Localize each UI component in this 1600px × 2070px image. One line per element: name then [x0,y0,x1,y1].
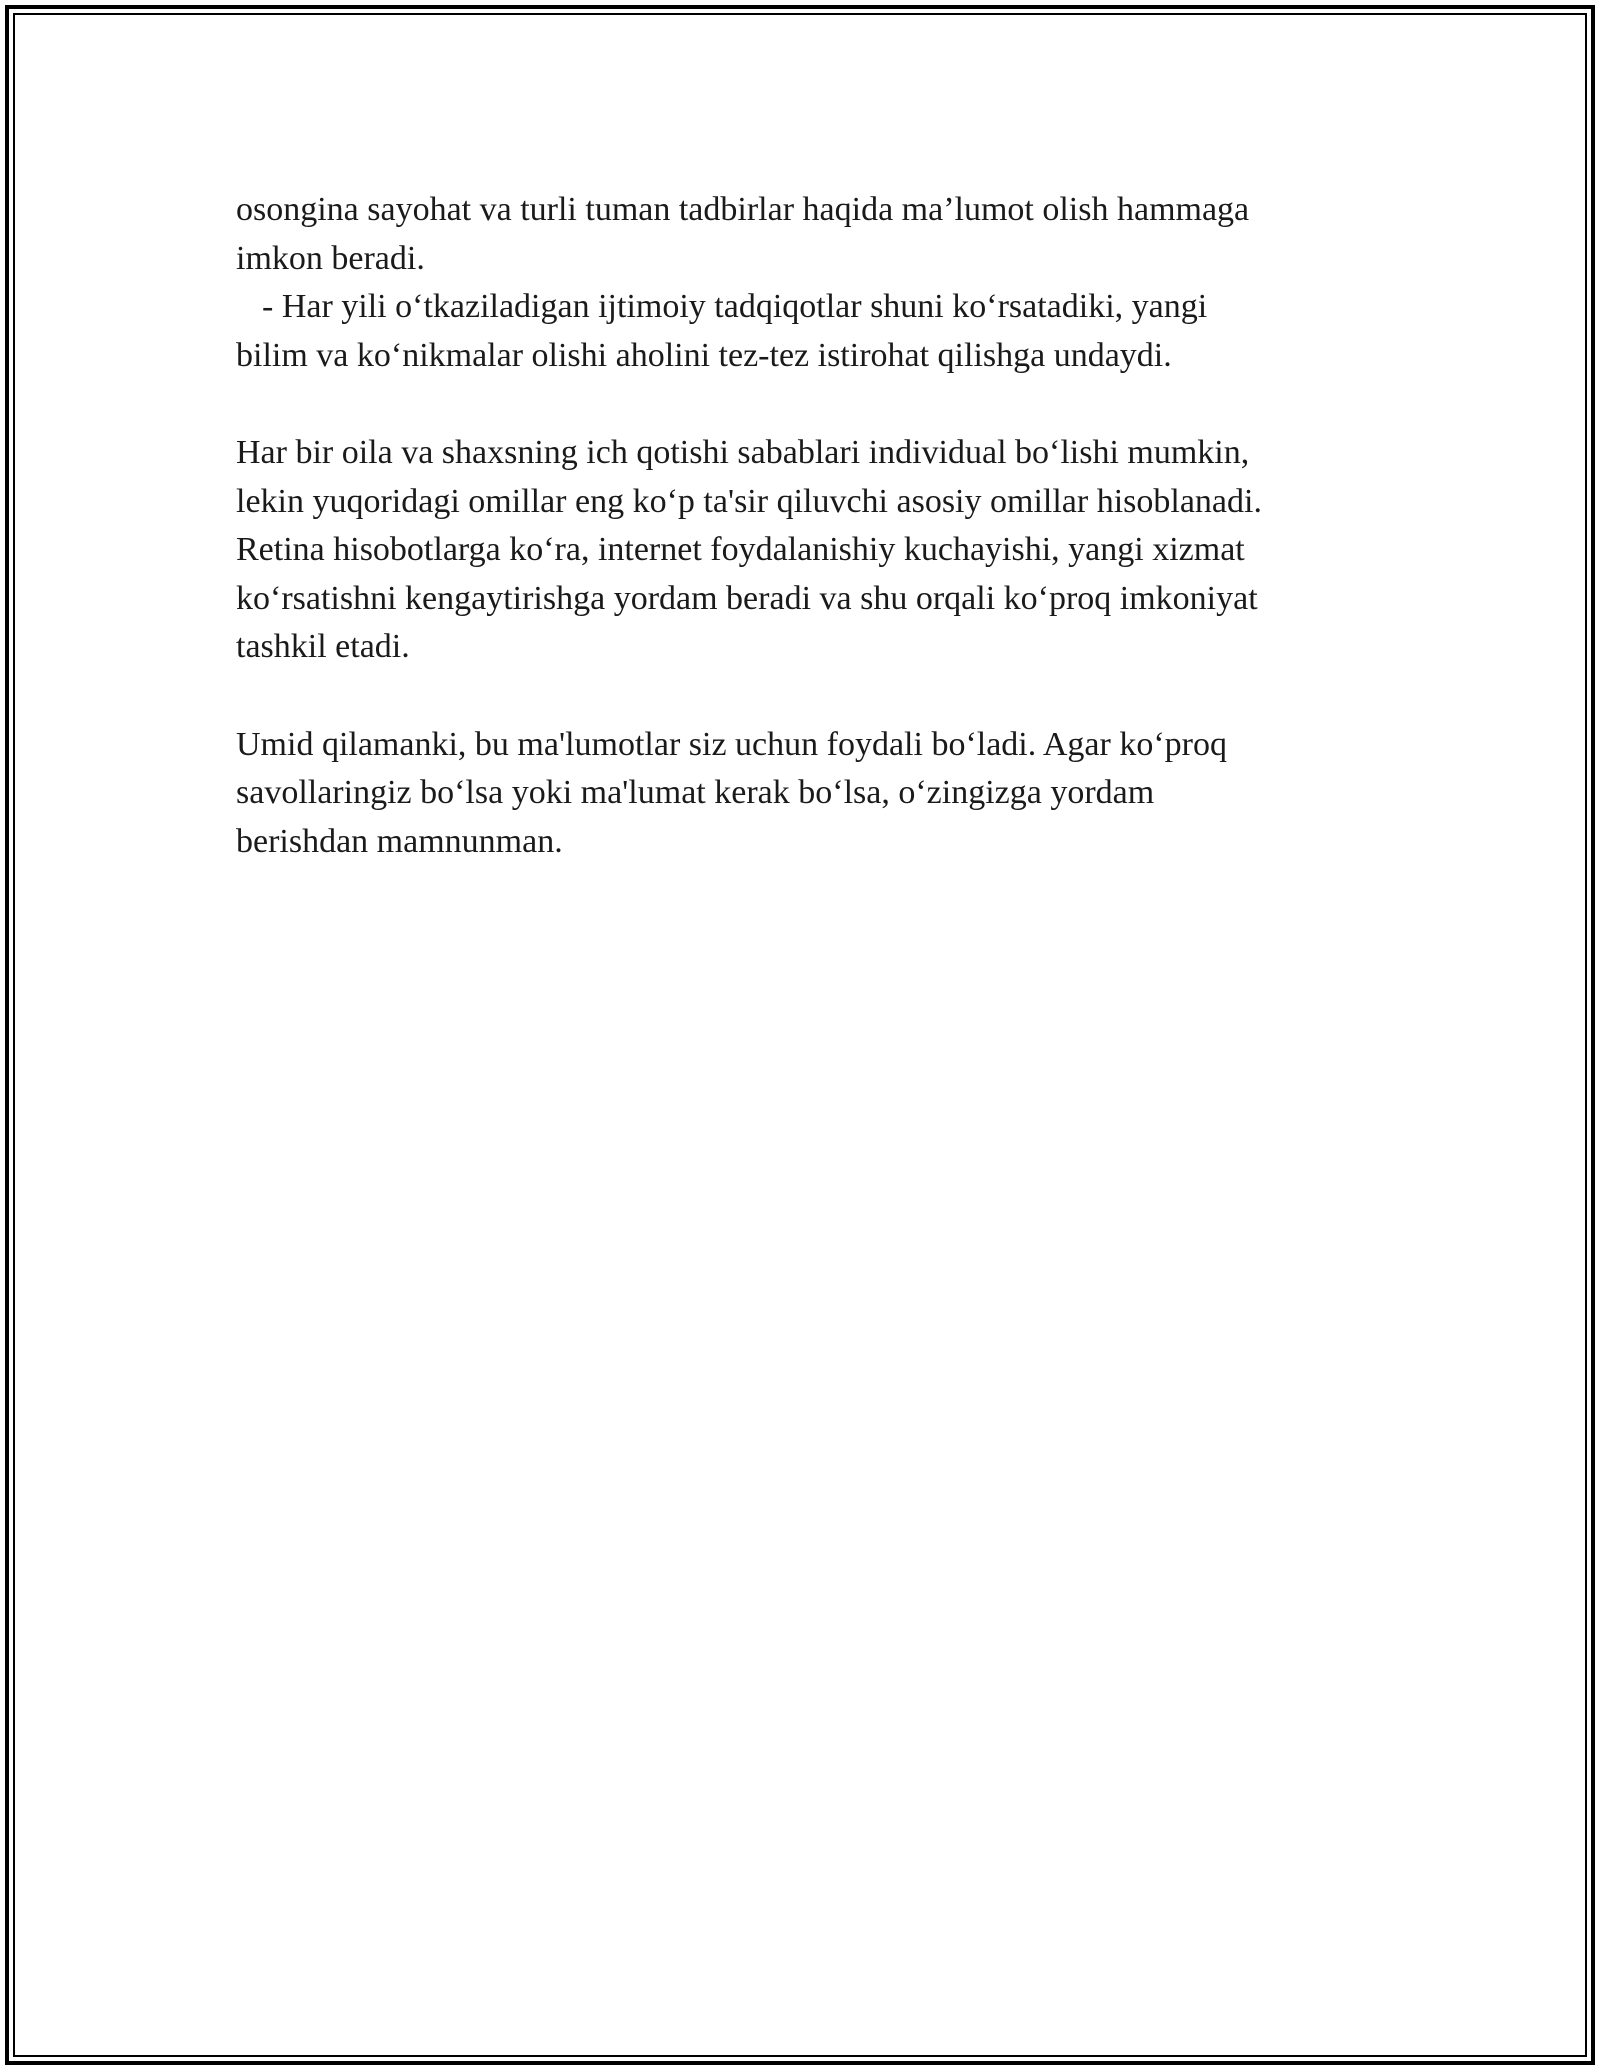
text-line: berishdan mamnunman. [236,822,563,860]
text-line: lekin yuqoridagi omillar eng ko‘p ta'sir qiluvchi asosiy omillar hisoblanadi. [236,482,1262,520]
text-line: Retina hisobotlarga ko‘ra, internet foydalanishiy kuchayishi, yangi xizmat [236,531,1245,569]
bullet-line: - Har yili o‘tkaziladigan ijtimoiy tadqiqotlar shuni ko‘rsatadiki, yangi [262,288,1208,326]
text-line: imkon beradi. [236,239,425,277]
text-line: tashkil etadi. [236,628,410,666]
text-line: Har bir oila va shaxsning ich qotishi sabablari individual bo‘lishi mumkin, [236,433,1250,471]
text-line: osongina sayohat va turli tuman tadbirlar haqida ma’lumot olish hammaga [236,191,1250,228]
paragraph-3 [236,721,1366,867]
text-line: ko‘rsatishni kengaytirishga yordam beradi va shu orqali ko‘proq imkoniyat [236,579,1258,617]
paragraph-1 [236,186,1366,380]
text-line: Umid qilamanki, bu ma'lumotlar siz uchun foydali bo‘ladi. Agar ko‘proq [236,725,1227,763]
text-line: savollaringiz bo‘lsa yoki ma'lumat kerak bo‘lsa, o‘zingizga yordam [236,774,1155,812]
paragraph-2 [236,429,1366,672]
text-line: bilim va ko‘nikmalar olishi aholini tez-tez istirohat qilishga undaydi. [236,336,1172,374]
document-body [236,186,1366,866]
